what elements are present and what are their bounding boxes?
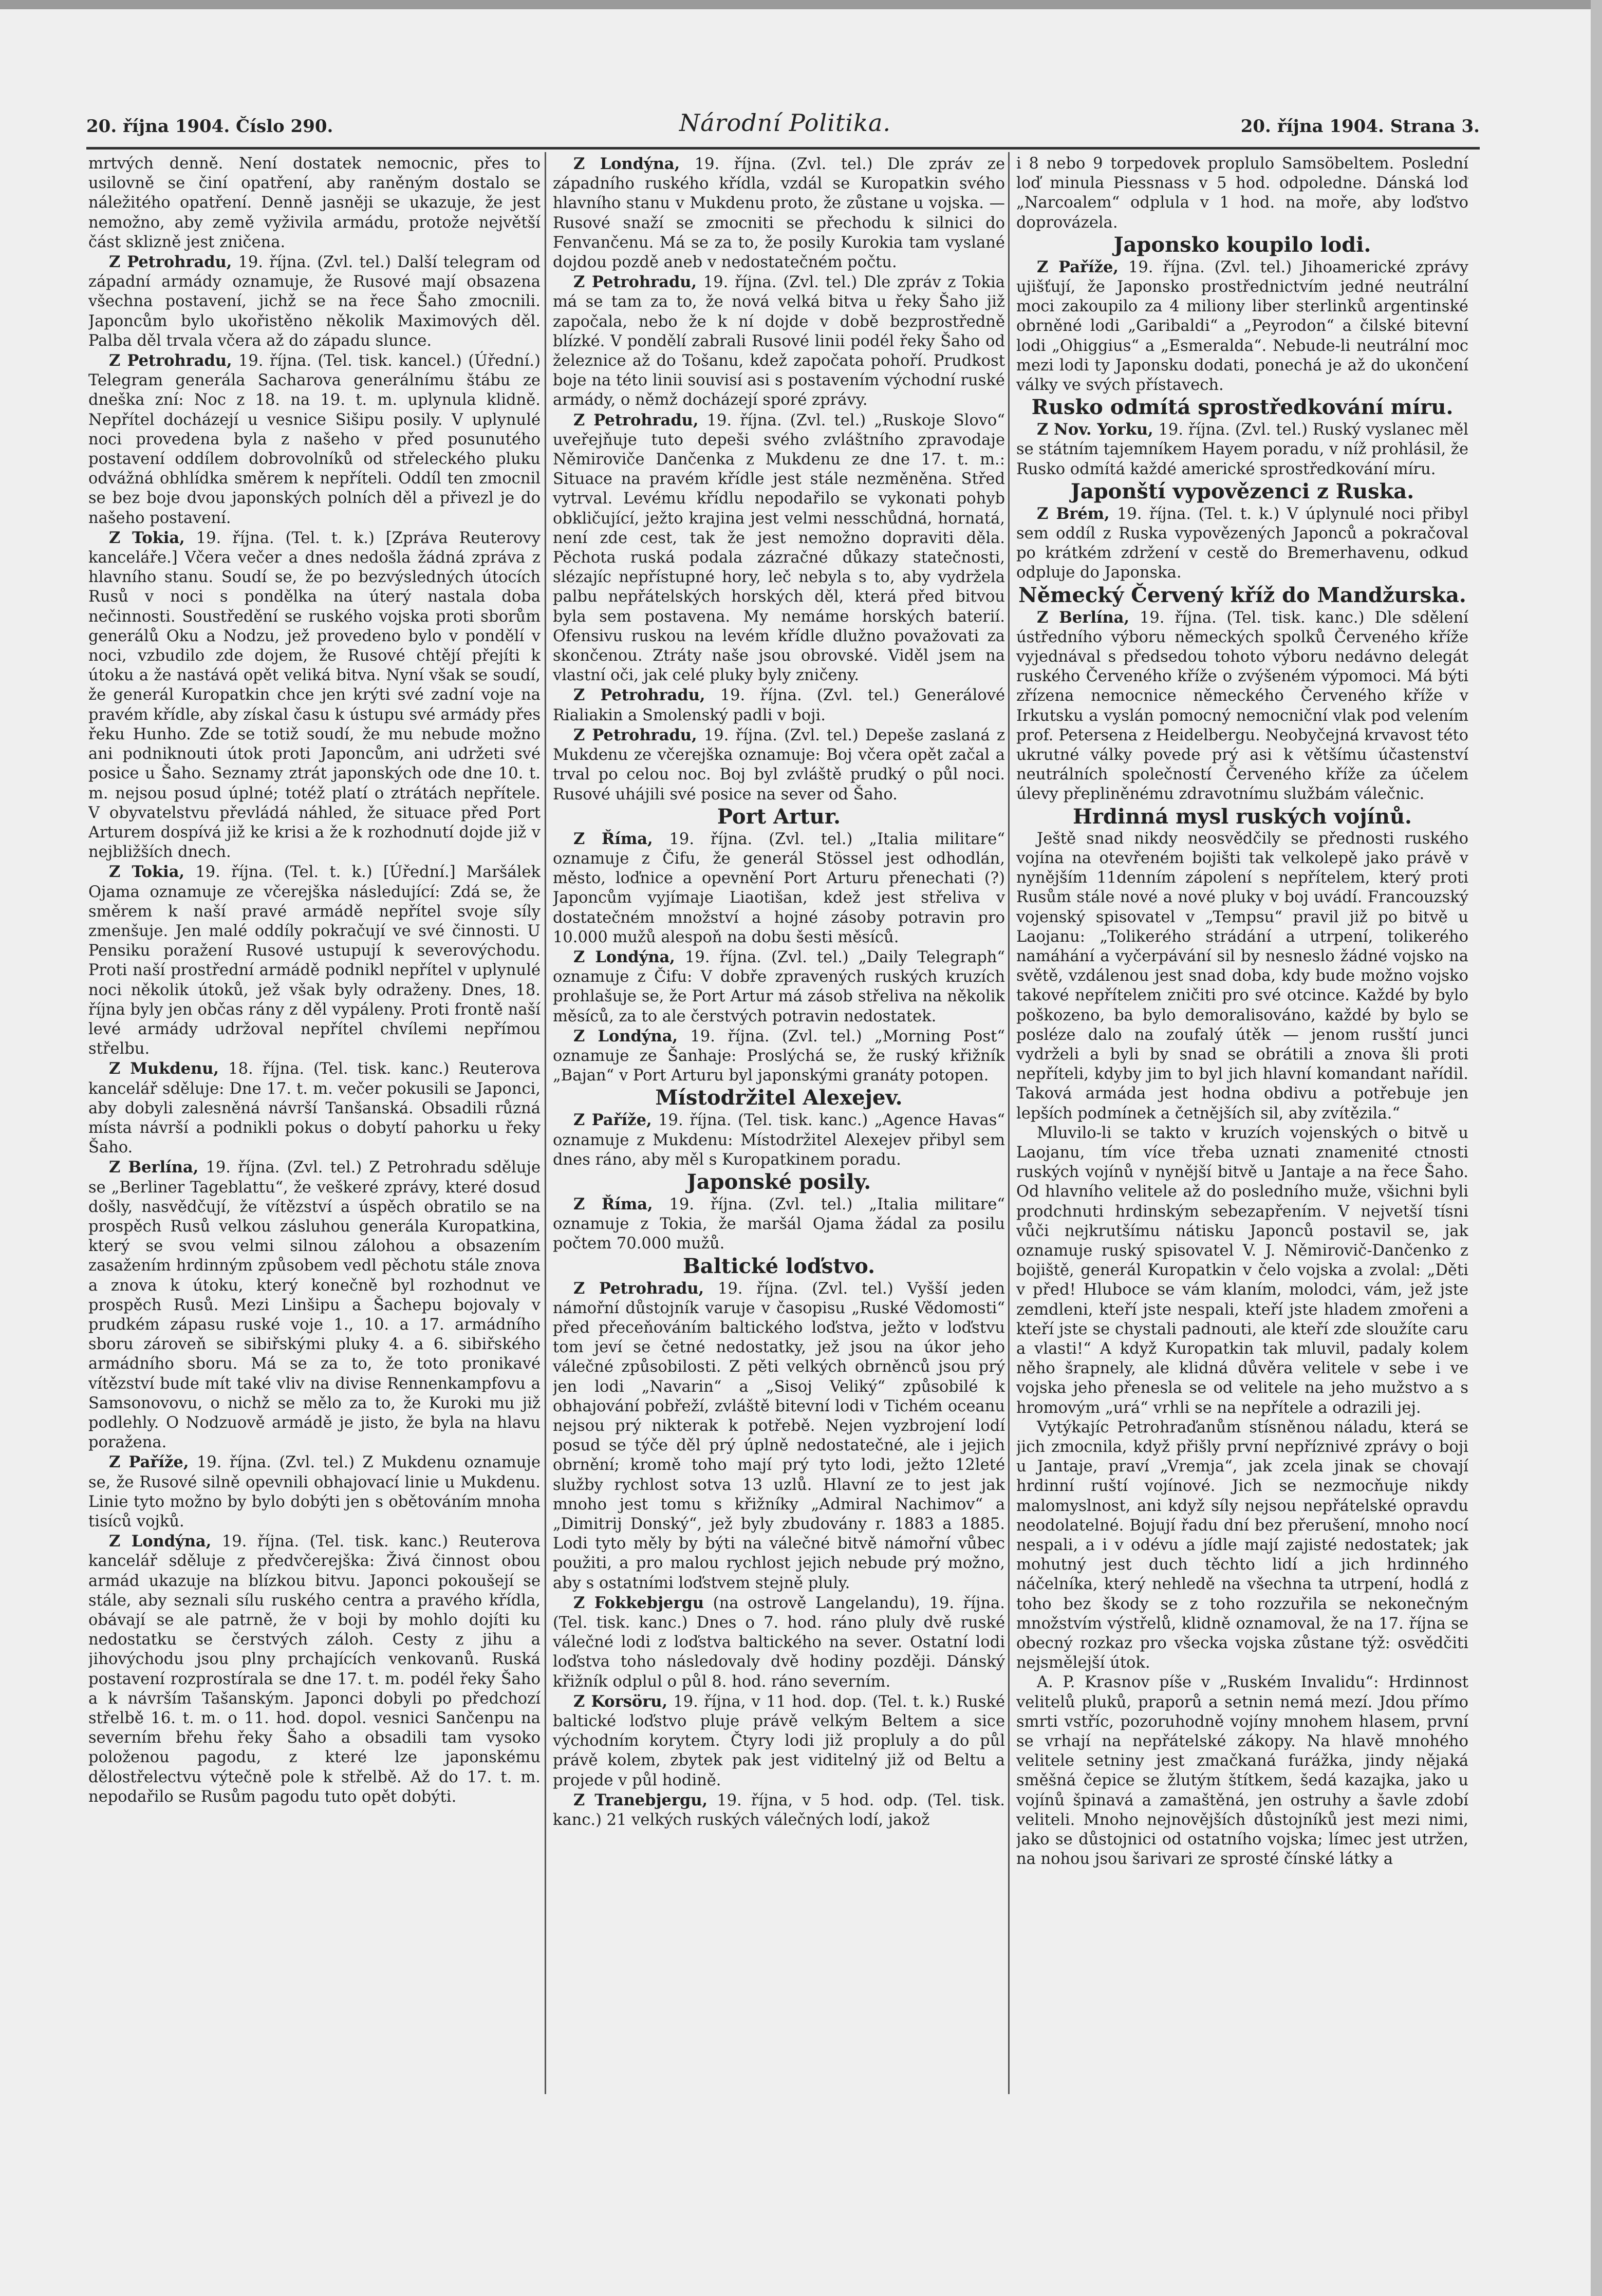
dateline: Z Berlína, [109, 1158, 199, 1177]
news-text: 18. října. (Tel. tisk. kanc.) Reuterova kancelář sděluje: Dne 17. t. m. večer pokusili se Japonci, aby dobyli zalesněná návrší Tanšanská. Obsadili různá místa návrší a podnikli pokus o dobytí pahorku u řeky Šaho. [88, 1060, 541, 1157]
dateline: Z Tokia, [109, 528, 185, 547]
section-heading: Německý Červený kříž do Mandžurska. [1018, 583, 1466, 607]
section-heading: Místodržitel Alexejev. [655, 1086, 903, 1110]
news-item [553, 272, 1005, 410]
dateline: Z Brém, [1037, 504, 1110, 523]
section-heading: Japonští vypovězenci z Ruska. [1070, 479, 1414, 503]
news-item [553, 685, 1005, 725]
news-text: 19. října. (Tel. t. k.) V úplynulé noci přibyl sem oddíl z Ruska vypovězených Japonců a pokračoval po krátkém zdržení v cestě do Bremerhavenu, odkud odpluje do Japonska. [1016, 505, 1468, 582]
news-text: 19. října. (Tel. tisk. kancel.) (Úřední.) Telegram generála Sacharova generálnímu štábu ze dneška zní: Noc z 18. na 19. t. m. uplynula klidně. Nepřítel docházejí u vesnice Sišipu posily. V uplynulé noci provedena byla z našeho v před posunutého postavení oddílem dobrovolníků od střeleckého pluku odvážná obhlídka směrem k nepříteli. Oddíl ten zmocnil se bez boje dvou japonských polních děl a přivezl je do našeho postavení. [88, 352, 541, 527]
header-date-page: 20. října 1904. Strana 3. [1240, 116, 1480, 137]
dateline: Z Říma, [573, 1194, 653, 1214]
news-text: 19. října, v 5 hod. odp. (Tel. tisk. kanc.) 21 velkých ruských válečných lodí, jakož [553, 1791, 1005, 1830]
dateline: Z Tranebjergu, [573, 1790, 708, 1809]
news-text: 19. října. (Zvl. tel.) Vyšší jeden námořní důstojník varuje v časopisu „Ruské Vědomosti“ před přeceňováním baltického loďstva, ježto v loďstvu tom jeví se četné nedostatky, jež jsou na úkor jeho válečné způsobilosti. Z pěti velkých obrněnců jsou prý jen lodi „Navarin“ a „Sisoj Veliký“ způsobilé k obhajování pobřeží, zvláště bitevní lodi v Tichém oceanu nejsou prý nikterak k potřebě. Nejen vyzbrojení lodí posud se týče děl prý úplně nedostatečné, ale i jejich obrnění; kromě toho mají prý tyto lodi, ježto 12leté služby rychlost sotva 13 uzlů. Hlavní ze to jest jak mnoho jest tomu s křižníky „Admiral Nachimov“ a „Dimitrij Donský“, jež byly zbudovány r. 1883 a 1885. Lodi tyto měly by býti na válečné bitvě námořní vůbec použiti, a pro malou rychlost jejich nebude prý možno, aby s ostatními loďstvem stejně pluly. [553, 1279, 1005, 1592]
news-item [553, 947, 1005, 1026]
section-heading: Rusko odmítá sprostředkování míru. [1031, 395, 1454, 420]
dateline: Z Petrohradu, [573, 725, 697, 744]
news-item [88, 252, 541, 351]
news-text: 19. října. (Zvl. tel.) Generálové Rialiakin a Smolenský padli v boji. [553, 686, 1005, 724]
dateline: Z Petrohradu, [109, 351, 232, 370]
news-text: 19. října. (Zvl. tel.) Dle zpráv z Tokia má se tam za to, že nová velká bitva u řeky Šaho již započala, nebo že k ní dojde v době bezprostředně blízké. V pondělí zabrali Rusové linii podél řeky Šaho od železnice až do Tošanu, kdež započata pohoří. Prudkost boje na této linii souvisí asi s postavením východní ruské armády, o němž docházejí sporé zprávy. [553, 273, 1005, 409]
news-item [88, 1059, 541, 1158]
news-text: (na ostrově Langelandu), 19. října. (Tel. tisk. kanc.) Dnes o 7. hod. ráno pluly dvě ruské válečné lodi z loďstva baltického na sever. Ostatní lodi loďstva toho následovaly dvě hodiny později. Dánský křižník odplul o půl 8. hod. ráno severním. [553, 1594, 1005, 1691]
newspaper-title: Národní Politika. [679, 109, 891, 137]
paragraph: Mluvilo-li se takto v kruzích vojenských o bitvě u Laojanu, tím více třeba uznati znamenité ctnosti ruských vojínů v nynější bitvě u Jantaje a na řece Šaho. Od hlavního velitele až do posledního muže, všichni byli prodchnuti hrdinským sebezapřením. V nejvetší tísni vůči nejkrutšímu nátisku Japonců postavil se, jak oznamuje ruský spisovatel V. J. Němirovič-Dančenko z bojiště, generál Kuropatkin v čelo vojska a zvolal: „Děti v před! Hluboce se vám klaním, molodci, vám, jež jste zemdleni, kteří jste nespali, kteří jste hladem zmořeni a kteří jste se chystali padnouti, ale kteří zde sloužíte caru a vlasti!“ A když Kuropatkin tak mluvil, padaly kolem něho šrapnely, ale klidná důvěra velitele v sebe i ve vojska jeho přenesla se od velitele na jeho mužstvo a s hromovým „urá“ vrhli se na nepřítele a odrazili jej. [1016, 1124, 1468, 1417]
dateline: Z Petrohradu, [573, 1279, 704, 1298]
header-date-issue: 20. října 1904. Číslo 290. [86, 116, 333, 137]
news-item [88, 1452, 541, 1532]
column-rule-2 [1008, 152, 1010, 2094]
scan-edge-top [0, 0, 1602, 9]
news-text: 19. října. (Tel. tisk. kanc.) „Agence Havas“ oznamuje z Mukdenu: Místodržitel Alexejev přibyl sem dnes ráno, aby měl s Kuropatkinem poradu. [553, 1111, 1005, 1169]
paragraph: i 8 nebo 9 torpedovek proplulo Samsöbeltem. Poslední loď minula Piessnass v 5 hod. odpoledne. Dánská loď „Narcoalem“ odplula v 1 hod. na moře, aby loďstvo doprovázela. [1016, 155, 1468, 232]
dateline: Z Berlína, [1037, 608, 1130, 627]
dateline: Z Paříže, [573, 1111, 652, 1130]
news-item [1016, 420, 1468, 479]
paragraph: mrtvých denně. Není dostatek nemocnic, přes to usilovně se činí opatření, aby raněným dostalo se náležitého opatření. Denně jasněji se ukazuje, že jest nemožno, aby země vyživila armádu, protože největší část sklizně jest zničena. [88, 155, 541, 251]
news-text: 19. října. (Zvl. tel.) Z Petrohradu sděluje se „Berliner Tageblattu“, že veškeré zprávy, které dosud došly, nasvědčují, že vítězství a úspěch obratilo se na prospěch Rusů velkou zásluhou generála Kuropatkina, který se svou velmi silnou zálohou a obsazením zasažením hrdinným způsobem vedl pěchotu stále znova a znova k útoku, který konečně byl rozhodnut ve prospěch Rusů. Mezi Linšipu a Šachepu bojovaly v prudkém zápasu ruské voje 1., 10. a 17. armádního sboru zároveň se sibiřskými pluky 4. a 6. sibiřského armádního sboru. Má se za to, že toto pronikavé vítězství bude mít také vliv na divise Rennenkampfovu a Samsonovovu, o nichž se mělo za to, že Kuroki mu již podlehly. O Nodzuově armádě je jisto, že byla na hlavu poražena. [88, 1159, 541, 1452]
column-1 [88, 154, 541, 2235]
section-heading: Baltické loďstvo. [682, 1254, 875, 1278]
news-text: 19. října. (Tel. t. k.) [Úřední.] Maršálek Ojama oznamuje ze včerejška následující: Zdá se, že směrem k naší pravé armádě nepřítel svoje síly zmenšuje. Jen malé oddíly pokračují ve své činnosti. U Pensiku poražení Rusové ustupují k severovýchodu. Proti naší prostřední armádě podnikl nepřítel v uplynulé noci několik útoků, jež však byly odraženy. Dnes, 18. října byly jen občas rány z děl vypáleny. Proti frontě naší levé armády udržoval nepřítel chvílemi nepřímou střelbu. [88, 863, 541, 1058]
news-item [88, 528, 541, 862]
dateline: Z Paříže, [1037, 257, 1119, 276]
dateline: Z Londýna, [573, 947, 675, 966]
news-text: 19. října. (Zvl. tel.) „Daily Telegraph“ oznamuje z Čifu: V dobře zpravených ruských kruzích prohlašuje se, že Port Artur má zásob střeliva na několik měsíců, za to ale čerstvých potravin nedostatek. [553, 948, 1005, 1025]
dateline: Z Říma, [573, 829, 653, 848]
page-header [86, 109, 1480, 145]
news-item [1016, 608, 1468, 805]
dateline: Z Korsöru, [573, 1692, 668, 1711]
dateline: Z Londýna, [109, 1532, 212, 1551]
column-rule-1 [545, 152, 546, 2094]
news-text: 19. října. (Zvl. tel.) Depeše zaslaná z Mukdenu ze včerejška oznamuje: Boj včera opět začal a trval po celou noc. Boj byl zvláště prudký o půl noci. Rusové uhájili své posice na sever od Šaho. [553, 726, 1005, 804]
news-text: 19. října. (Tel. tisk. kanc.) Dle sdělení ústředního výboru německých spolků Červeného kříže vyjednával s předsedou tohoto výboru nedávno delegát ruského Červeného kříže o zvýšeném výpomoci. Má býti zřízena nemocnice německého Červeného kříže v Irkutsku a vyslán pomocný nemocniční vlak pod velením prof. Petersena z Heidelbergu. Neobyčejná krvavost této ukrutné války povede prý asi k většímu účastenství neutrálních společností Červeného kříže za účelem úlevy přepliněnému zdravotnímu službám válečnic. [1016, 608, 1468, 804]
dateline: Z Petrohradu, [573, 410, 699, 430]
column-2 [553, 154, 1005, 2235]
news-text: 19. října. (Zvl. tel.) Další telegram od západní armády oznamuje, že Rusové mají obsazena všechna postavení, jichž se na řece Šaho zmocnili. Japoncům bylo ukořistěno několik Maximových děl. Palba děl trvala včera až do západu slunce. [88, 253, 541, 350]
dateline: Z Tokia, [109, 863, 185, 882]
news-item [88, 351, 541, 528]
news-text: 19. října. (Tel. tisk. kanc.) Reuterova kancelář sděluje z předvčerejška: Živá činnost obou armád ukazuje na blízkou bitvu. Japonci pokoušejí se stále, aby seznali sílu ruského centra a pravého křídla, obávají se ale patrně, že v boji by mohlo dojíti ku nedostatku se čerstvých záloh. Cesty z jihu a jihovýchodu jsou plny prchajících venkovanů. Ruská postavení rozprostírala se dne 17. t. m. podél řeky Šaho a k návrším Tašanským. Japonci dobyli po předchozí střelbě 16. t. m. o 11. hod. dopol. vesnici Sančenpu na severním břehu řeky Šaho a obsadili tam vysoko položenou pagodu, z které lze japonskému dělostřelectvu výtečně pole k střelbě. Až do 17. t. m. nepodařilo se Rusům pagodu tuto opět dobýti. [88, 1533, 541, 1806]
news-item [1016, 257, 1468, 395]
section-heading: Japonsko koupilo lodi. [1113, 232, 1371, 257]
news-item [553, 410, 1005, 686]
dateline: Z Mukdenu, [109, 1059, 219, 1078]
news-item [553, 1110, 1005, 1170]
news-item [88, 1532, 541, 1807]
news-item [553, 1194, 1005, 1254]
news-text: 19. října. (Zvl. tel.) Jihoamerické zprávy ujišťují, že Japonsko prostřednictvím jedné neutrální moci zakoupilo za 4 miliony liber sterlinků argentinské obrněné lodi „Garibaldi“ a „Peyrodon“ a čilské bitevní lodi „Ohiggius“ a „Esmeralda“. Nebude-li neutrální moc mezi lodi ty Japonsku dodati, ponechá je až do ukončení války ve svých přístavech. [1016, 258, 1468, 395]
news-item [553, 1790, 1005, 1830]
column-3 [1016, 154, 1468, 2235]
news-text: 19. října. (Zvl. tel.) „Morning Post“ oznamuje ze Šanhaje: Proslýchá se, že ruský křižník „Bajan“ v Port Arturu byl japonskými granáty potopen. [553, 1027, 1005, 1085]
news-text: 19. října. (Zvl. tel.) Z Mukdenu oznamuje se, že Rusové silně opevnili obhajovací linie u Mukdenu. Linie tyto možno by bylo dobýti jen s obětováním mnoha tisíců vojků. [88, 1453, 541, 1531]
news-item [553, 1279, 1005, 1593]
scan-edge-right [1591, 0, 1602, 2296]
paragraph: A. P. Krasnov píše v „Ruském Invalidu“: Hrdinnost velitelů pluků, praporů a setnin nemá mezí. Jdou přímo smrti vstříc, pozoruhodně vojíny mnohem hlasem, první se vrhají na nepřátelské zákopy. Na hlavě mnohého velitele setniny jest zmačkaná furážka, jindy nějaká směšná čepice se žlutým štítkem, šedá kazajka, jako u vojínů špinavá a zamaštěná, jen ostruhy a šavle zdobí veliteli. Mnoho nejnovějších důstojníků jest mezi nimi, jako se důstojnici od ostatního vojska; límec jest utržen, na nohou jsou šarivari ze sprosté čínské látky a [1016, 1673, 1468, 1869]
news-text: 19. října. (Zvl. tel.) „Italia militare“ oznamuje z Čifu, že generál Stössel jest odhodlán, město, loďnice a opevnění Port Arturu přenechati (?) Japoncům vyjímaje Liaotišan, kdež jest střeliva v dostatečném množství a hojné zásoby potravin pro 10.000 mužů alespoň na dobu šesti měsíců. [553, 830, 1005, 946]
header-rule [86, 147, 1480, 150]
news-text: 19. října. (Zvl. tel.) Ruský vyslanec měl se státním tajemníkem Hayem poradu, v níž prohlásil, že Rusko odmítá každé americké sprostředkování míru. [1016, 421, 1468, 478]
news-item [553, 725, 1005, 805]
dateline: Z Petrohradu, [573, 686, 705, 705]
news-item [553, 154, 1005, 272]
dateline: Z Petrohradu, [109, 253, 232, 272]
dateline: Z Londýna, [573, 155, 680, 173]
section-heading: Japonské posily. [686, 1169, 871, 1194]
dateline: Z Londýna, [573, 1026, 678, 1046]
dateline: Z Paříže, [109, 1453, 189, 1472]
news-text: 19. října. (Zvl. tel.) „Italia militare“ oznamuje z Tokia, že maršál Ojama žádal za posilu počtem 70.000 mužů. [553, 1195, 1005, 1253]
paragraph: Ještě snad nikdy neosvědčily se přednosti ruského vojína na otevřeném bojišti tak velkolepě jako právě v nynějším 11denním zápolení s nepřítelem, který proti Rusům stále nové a nové pluky v boj uvádí. Francouzský vojenský spisovatel v „Tempsu“ pravil již po bitvě u Laojanu: „Tolikerého strádání a utrpení, tolikerého namáhání a vyčerpávání sil by nesneslo žádné vojsko na světě, vzdálenou jest snad doba, kdy bude možno vojsko takové nepřítelem zničiti pro své otcince. Každé by bylo poškozeno, ba bylo demoralisováno, každé by bylo se posléze dalo na zoufalý útěk — jenom rusští junci vydrželi a byli by snad se obrátili a znova šli proti nepříteli, kdyby jim to byl jich hlavní komandant nařídil. Taková armáda jest hodna obdivu a potřebuje jen lepších podmínek a četnějších sil, aby zvítězila.“ [1016, 829, 1468, 1123]
section-heading: Port Artur. [717, 804, 841, 829]
news-item [553, 829, 1005, 947]
news-text: 19. října. (Zvl. tel.) Dle zpráv ze západního ruského křídla, vzdál se Kuropatkin svého hlavního stanu v Mukdenu proto, že zůstane u vojska. — Rusové snaží se zmocniti se přechodu k silnici do Fenvančenu. Má se za to, že posily Kurokia tam vyslané dojdou pozdě aneb v nedostatečném počtu. [553, 155, 1005, 272]
news-text: 19. října. (Zvl. tel.) „Ruskoje Slovo“ uveřejňuje tuto depeši svého zvláštního zpravodaje Němiroviče Dančenka z Mukdenu ze dne 17. t. m.: Situace na pravém křídle jest stále nezměněna. Střed vytrval. Levému křídlu nepodařilo se vykonati pohyb obkličující, ježto krajina jest velmi nesschůdná, hornatá, není zde cest, tak že jest nemožno dopraviti děla. Pěchota ruská podala zázračné důkazy statečnosti, slézajíc nepřístupné hory, leč nebyla s to, aby vydržela palbu nepřátelských horských děl, která před bitvou byla sem postavena. My nemáme horských baterií. Ofensivu ruskou na levém křídle dlužno považovati za skončenou. Ztráty naše jsou obrovské. Viděl jsem na vlastní oči, jak celé pluky byly zničeny. [553, 411, 1005, 685]
news-item [553, 1692, 1005, 1790]
news-item [88, 1158, 541, 1452]
news-item [553, 1026, 1005, 1086]
news-item [553, 1593, 1005, 1692]
news-item [88, 862, 541, 1059]
paragraph: Vytýkajíc Petrohraďanům stísněnou náladu, která se jich zmocnila, když přišly první nepříznivé zprávy o boji u Jantaje, praví „Vremja“, jak zcela jinak se chovají hrdinní ruští vojínové. Jich se nezmocňuje nikdy malomyslnost, ani když síly nejsou nepřátelské opravdu neodolatelné. Bojují řadu dní bez přerušení, mnoho nocí nespali, a i v odévu a jídle mají zajisté nedostatek; jak mohutný jest duch těchto lidí a jich hrdinného náčelníka, který nehledě na všechna ta utrpení, hodlá z toho bez škody se z toho rozzuřila se nekonečným množstvím výstřelů, klidně oznamoval, že na 17. října se obecný rozkaz pro všecka vojska zůstane týž: osvědčiti nejsmělejší útok. [1016, 1418, 1468, 1672]
news-text: 19. října. (Tel. t. k.) [Zpráva Reuterovy kanceláře.] Včera večer a dnes nedošla žádná zpráva z hlavního stanu. Soudí se, že po bezvýsledných útocích Rusů v noci s pondělka na úterý nastala doba nečinnosti. Soustředění se ruského vojska proti sborům generálů Oku a Nodzu, jež provedeno bylo v pondělí v noci, vzbudilo zde dojem, že Rusové chtějí přejíti k útoku a že nastává opět veliká bitva. Nyní však se soudí, že generál Kuropatkin chce jen krýti své zadní voje na pravém křídle, aby získal času k ústupu své armády přes řeku Hunho. Zde se totiž soudí, že mu nebude možno ani podniknouti útok proti Japoncům, ani udržeti své posice u Šaho. Seznamy ztrát japonských ode dne 10. t. m. nejsou posud úplné; totéž platí o ztrátách nepřítele. V obyvatelstvu převládá náhled, že situace před Port Arturem dospívá již ke krisi a že k rozhodnutí dojde již v nejbližších dnech. [88, 529, 541, 862]
dateline: Z Petrohradu, [573, 273, 697, 292]
section-heading: Hrdinná mysl ruských vojínů. [1073, 804, 1412, 829]
news-item [1016, 504, 1468, 583]
dateline: Z Fokkebjergu [573, 1593, 704, 1612]
news-text: 19. října, v 11 hod. dop. (Tel. t. k.) Ruské baltické loďstvo pluje právě velkým Beltem a sice východním korytem. Čtyry lodi již propluly a do půl právě kolem, zbytek pak jest viditelný již od Beltu a projede v půl hodině. [553, 1692, 1005, 1789]
dateline: Z Nov. Yorku, [1037, 420, 1153, 439]
